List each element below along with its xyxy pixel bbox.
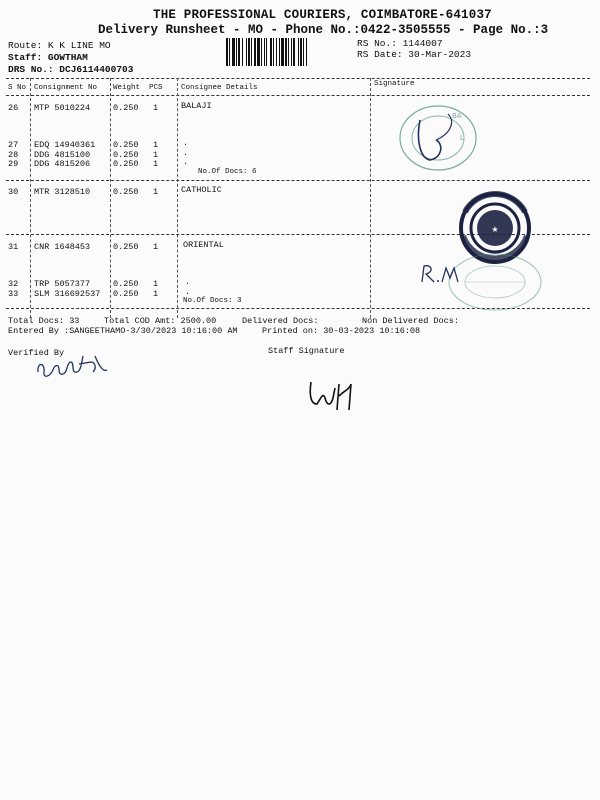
row-pcs: 1: [153, 159, 159, 169]
total-docs: Total Docs: 33: [8, 316, 80, 326]
row-weight: 0.250: [113, 159, 139, 169]
col-header-weight: Weight: [113, 84, 141, 92]
route-label: Route: K K LINE MO: [8, 40, 111, 51]
svg-text:L: L: [460, 134, 464, 142]
row-consignment: EDQ 14940361: [34, 140, 96, 150]
verified-by-label: Verified By: [8, 348, 65, 358]
row-consignee: BALAJI: [181, 101, 212, 111]
header-bottom-rule: [6, 95, 590, 96]
col-header-consignment: Consignment No: [34, 84, 98, 92]
delivered-docs: Delivered Docs:: [242, 316, 319, 326]
col-header-signature: Signature: [374, 80, 415, 88]
row-consignee: .: [185, 287, 191, 297]
row-weight: 0.250: [113, 289, 139, 299]
row-weight: 0.250: [113, 150, 139, 160]
total-cod: Total COD Amt: 2500.00: [104, 316, 217, 326]
row-consignee: .: [183, 138, 189, 148]
row-sno: 27: [8, 140, 19, 150]
verifier-signature: [35, 352, 110, 384]
docs-count: No.Of Docs: 6: [198, 168, 257, 176]
group-separator: [6, 180, 590, 181]
staff-label: Staff: GOWTHAM: [8, 52, 88, 63]
row-sno: 32: [8, 279, 19, 289]
drs-number: DRS No.: DCJ6114400703: [8, 64, 134, 75]
svg-text:BA: BA: [452, 112, 462, 120]
row-pcs: 1: [153, 242, 159, 252]
svg-text:★: ★: [491, 225, 499, 234]
row-weight: 0.250: [113, 187, 139, 197]
row-sno: 26: [8, 103, 19, 113]
row-consignment: DDG 4815206: [34, 159, 91, 169]
non-delivered-docs: Non Delivered Docs:: [362, 316, 459, 326]
row-weight: 0.250: [113, 242, 139, 252]
row-pcs: 1: [153, 103, 159, 113]
row-consignment: TRP 5057377: [34, 279, 91, 289]
barcode-bar: [306, 38, 307, 66]
row-sno: 28: [8, 150, 19, 160]
row-consignment: CNR 1648453: [34, 242, 91, 252]
staff-signature-label: Staff Signature: [268, 346, 345, 356]
company-title: THE PROFESSIONAL COURIERS, COIMBATORE-641037: [153, 8, 492, 22]
row-pcs: 1: [153, 150, 159, 160]
row-sno: 30: [8, 187, 19, 197]
docs-count: No.Of Docs: 3: [183, 297, 242, 305]
row-sno: 33: [8, 289, 19, 299]
row-consignment: DDG 4815100: [34, 150, 91, 160]
entered-by: Entered By :SANGEETHAMO-3/30/2023 10:16:00 AM: [8, 326, 238, 336]
row-sno: 29: [8, 159, 19, 169]
row-pcs: 1: [153, 140, 159, 150]
row-pcs: 1: [153, 289, 159, 299]
col-divider: [177, 78, 178, 318]
row-pcs: 1: [153, 279, 159, 289]
col-divider: [110, 78, 111, 318]
runsheet-subtitle: Delivery Runsheet - MO - Phone No.:0422-3505555 - Page No.:3: [98, 23, 549, 37]
col-divider: [30, 78, 31, 318]
row-consignee: CATHOLIC: [181, 185, 222, 195]
row-weight: 0.250: [113, 279, 139, 289]
rs-date: RS Date: 30-Mar-2023: [357, 49, 472, 60]
printed-on: Printed on: 30-03-2023 10:16:08: [262, 326, 421, 336]
col-divider: [370, 78, 371, 318]
row-weight: 0.250: [113, 140, 139, 150]
row-pcs: 1: [153, 187, 159, 197]
col-header-sno: S No: [8, 84, 27, 92]
row-consignee: .: [185, 277, 191, 287]
row-consignee: .: [183, 157, 189, 167]
row-consignment: SLM 316692537: [34, 289, 101, 299]
col-header-consignee: Consignee Details: [181, 84, 258, 92]
header-top-rule: [6, 78, 590, 79]
row-weight: 0.250: [113, 103, 139, 113]
row-consignment: MTP 5010224: [34, 103, 91, 113]
row-sno: 31: [8, 242, 19, 252]
runsheet-barcode: [226, 38, 350, 66]
rs-number: RS No.: 1144007: [357, 38, 443, 49]
handwritten-initials: [418, 262, 468, 286]
col-header-pcs: PCS: [149, 84, 163, 92]
row-consignee: ORIENTAL: [183, 240, 224, 250]
staff-signature: [305, 378, 365, 414]
row-consignee: .: [183, 148, 189, 158]
row-consignment: MTR 3128510: [34, 187, 91, 197]
courier-stamp-top: [390, 100, 480, 180]
